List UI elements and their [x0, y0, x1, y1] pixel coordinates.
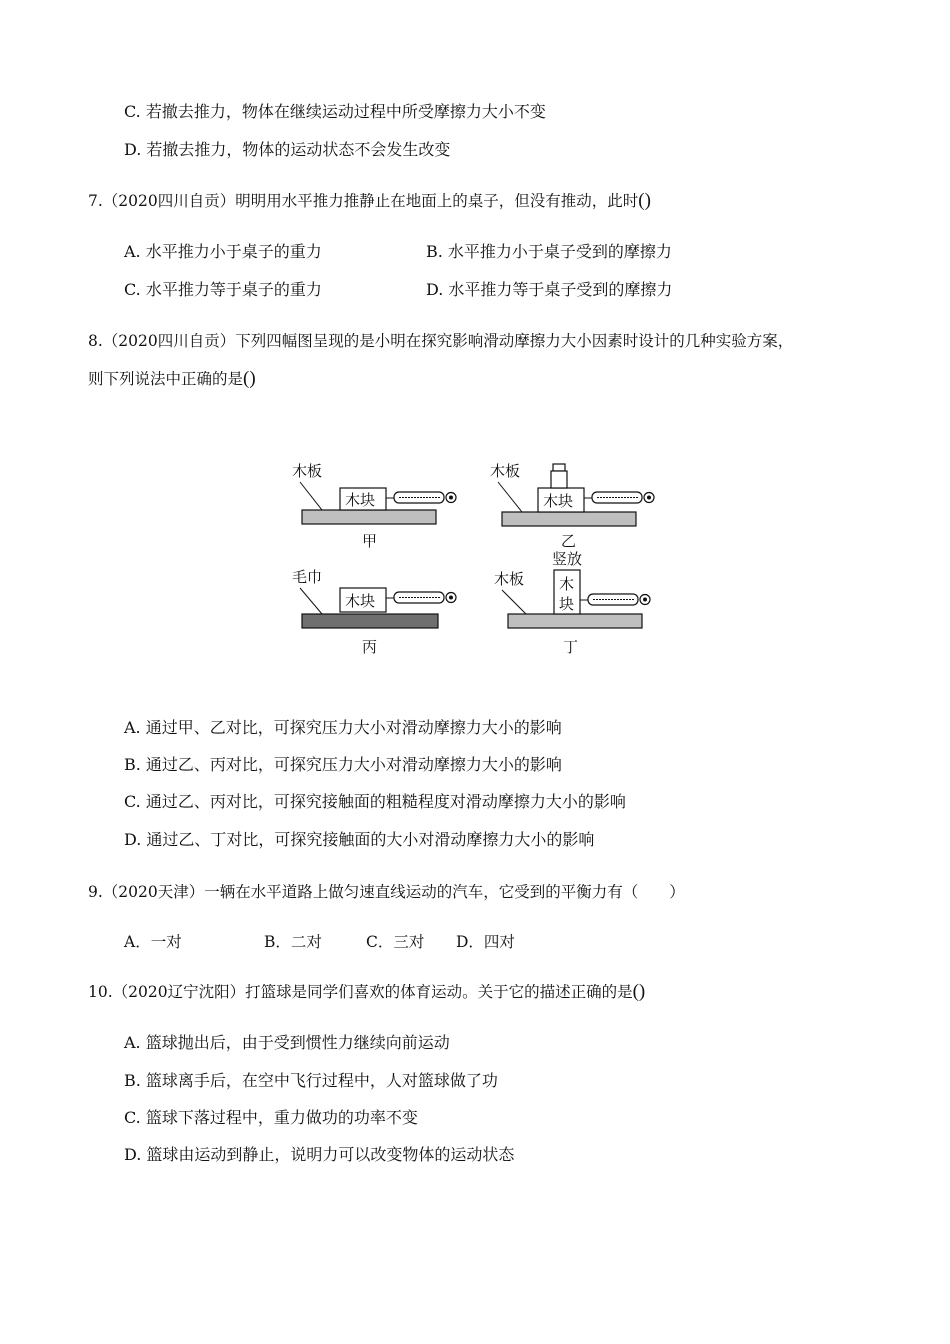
q8-answer-paren: () — [243, 368, 256, 389]
q10-option-d: D. 篮球由运动到静止，说明力可以改变物体的运动状态 — [124, 1145, 515, 1164]
panel-bing — [292, 568, 456, 656]
q8-option-a: A. 通过甲、乙对比，可探究压力大小对滑动摩擦力大小的影响 — [124, 718, 562, 737]
panel-ding — [494, 550, 650, 656]
caption-ding: 丁 — [563, 638, 579, 656]
q8-stem-text: 则下列说法中正确的是 — [88, 370, 244, 388]
q10-option-b: B. 篮球离手后，在空中飞行过程中，人对篮球做了功 — [124, 1071, 498, 1090]
block-label-bing: 木块 — [345, 592, 376, 610]
q7-option-a: A. 水平推力小于桌子的重力 — [124, 242, 322, 261]
q8-option-d: D. 通过乙、丁对比，可探究接触面的大小对滑动摩擦力大小的影响 — [124, 830, 595, 849]
weight-icon — [551, 464, 567, 488]
q7-stem-text: 7.（2020四川自贡）明明用水平推力推静止在地面上的桌子，但没有推动，此时 — [88, 192, 639, 210]
q10-option-c: C. 篮球下落过程中，重力做功的功率不变 — [124, 1108, 418, 1127]
spring-scale-jia — [386, 492, 456, 503]
q7-answer-paren: () — [638, 190, 651, 211]
spring-scale-yi — [584, 492, 654, 503]
q10-answer-paren: () — [632, 981, 646, 1002]
q9-option-a: A．一对 — [124, 933, 182, 951]
pointer-line-bing — [300, 588, 322, 614]
wood-board-jia — [302, 510, 436, 524]
towel-board-bing — [302, 614, 438, 628]
q9-option-c: C．三对 — [366, 933, 425, 951]
pointer-line-ding — [502, 590, 526, 614]
q10-stem — [88, 982, 645, 1002]
q9-stem: 9.（2020天津）一辆在水平道路上做匀速直线运动的汽车，它受到的平衡力有（ ） — [88, 883, 685, 901]
q10-option-a: A. 篮球抛出后，由于受到惯性力继续向前运动 — [124, 1033, 450, 1052]
q9-option-d: D．四对 — [456, 933, 515, 951]
q10-stem-text: 10.（2020辽宁沈阳）打篮球是同学们喜欢的体育运动。关于它的描述正确的是 — [88, 983, 633, 1001]
q8-option-b: B. 通过乙、丙对比，可探究压力大小对滑动摩擦力大小的影响 — [124, 755, 562, 774]
q8-option-c: C. 通过乙、丙对比，可探究接触面的粗糙程度对滑动摩擦力大小的影响 — [124, 792, 626, 811]
caption-jia: 甲 — [362, 532, 378, 550]
surface-label-ding: 木板 — [494, 570, 525, 588]
q6-option-d: D. 若撤去推力，物体的运动状态不会发生改变 — [124, 140, 451, 159]
pointer-line-jia — [300, 482, 322, 510]
q7-option-d: D. 水平推力等于桌子受到的摩擦力 — [426, 280, 673, 299]
wood-board-ding — [508, 614, 642, 628]
pointer-line-yi — [498, 482, 522, 512]
panel-jia — [292, 462, 456, 550]
q6-option-c: C. 若撤去推力，物体在继续运动过程中所受摩擦力大小不变 — [124, 102, 546, 121]
surface-label-jia: 木板 — [292, 462, 323, 480]
block-label-ding-bottom: 块 — [559, 595, 575, 613]
surface-label-bing: 毛巾 — [292, 568, 323, 586]
block-label-ding-top: 木 — [559, 575, 575, 593]
q8-stem-line1: 8.（2020四川自贡）下列四幅图呈现的是小明在探究影响滑动摩擦力大小因素时设计的几种实验方案， — [88, 332, 794, 350]
block-label-jia: 木块 — [345, 491, 376, 509]
note-label-ding: 竖放 — [552, 550, 583, 568]
caption-yi: 乙 — [561, 532, 577, 550]
surface-label-yi: 木板 — [490, 462, 521, 480]
panel-yi — [490, 462, 654, 550]
spring-scale-ding — [580, 594, 650, 605]
q7-stem — [88, 191, 651, 211]
q8-experiment-figure — [270, 452, 670, 664]
q7-option-b: B. 水平推力小于桌子受到的摩擦力 — [426, 242, 672, 261]
q9-option-b: B．二对 — [264, 933, 322, 951]
q7-option-c: C. 水平推力等于桌子的重力 — [124, 280, 322, 299]
q8-stem-line2 — [88, 369, 256, 389]
block-label-yi: 木块 — [543, 492, 574, 510]
spring-scale-bing — [386, 592, 456, 603]
caption-bing: 丙 — [362, 638, 378, 656]
wood-board-yi — [502, 512, 636, 526]
